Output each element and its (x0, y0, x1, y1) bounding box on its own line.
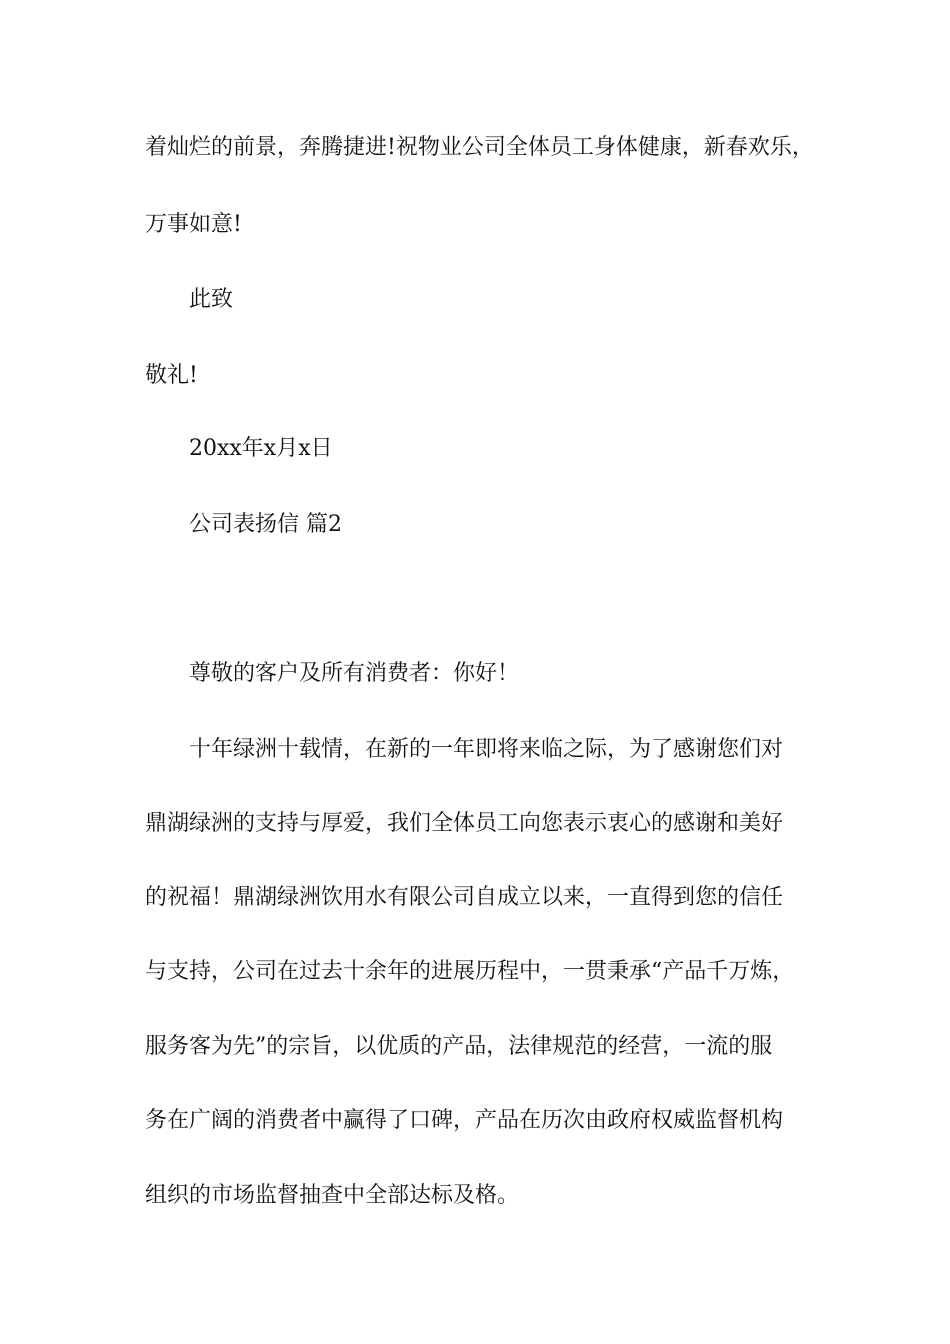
paragraph-line: 鼎湖绿洲的支持与厚爱，我们全体员工向您表示衷心的感谢和美好 (145, 811, 784, 836)
greeting-line: 尊敬的客户及所有消费者：你好！ (189, 661, 520, 686)
paragraph-line: 十年绿洲十载情，在新的一年即将来临之际，为了感谢您们对 (189, 737, 784, 762)
closing-phrase: 此致 (189, 287, 234, 312)
paragraph-line: 组织的市场监督抽查中全部达标及格。 (145, 1183, 520, 1208)
paragraph-line: 万事如意! (145, 212, 242, 237)
paragraph-line: 务在广阔的消费者中赢得了口碑，产品在历次由政府权威监督机构 (145, 1108, 784, 1133)
paragraph-line: 的祝福！鼎湖绿洲饮用水有限公司自成立以来，一直得到您的信任 (145, 885, 784, 910)
paragraph-line: 与支持，公司在过去十余年的进展历程中，一贯秉承“产品千万炼， (145, 959, 795, 984)
paragraph-line: 着灿烂的前景，奔腾捷进!祝物业公司全体员工身体健康，新春欢乐， (145, 135, 814, 160)
date-line: 20xx年x月x日 (189, 436, 333, 461)
section-heading: 公司表扬信 篇2 (189, 512, 342, 537)
paragraph-line: 服务客为先”的宗旨，以优质的产品，法律规范的经营，一流的服 (145, 1034, 773, 1059)
salutation-closing: 敬礼! (145, 363, 198, 388)
